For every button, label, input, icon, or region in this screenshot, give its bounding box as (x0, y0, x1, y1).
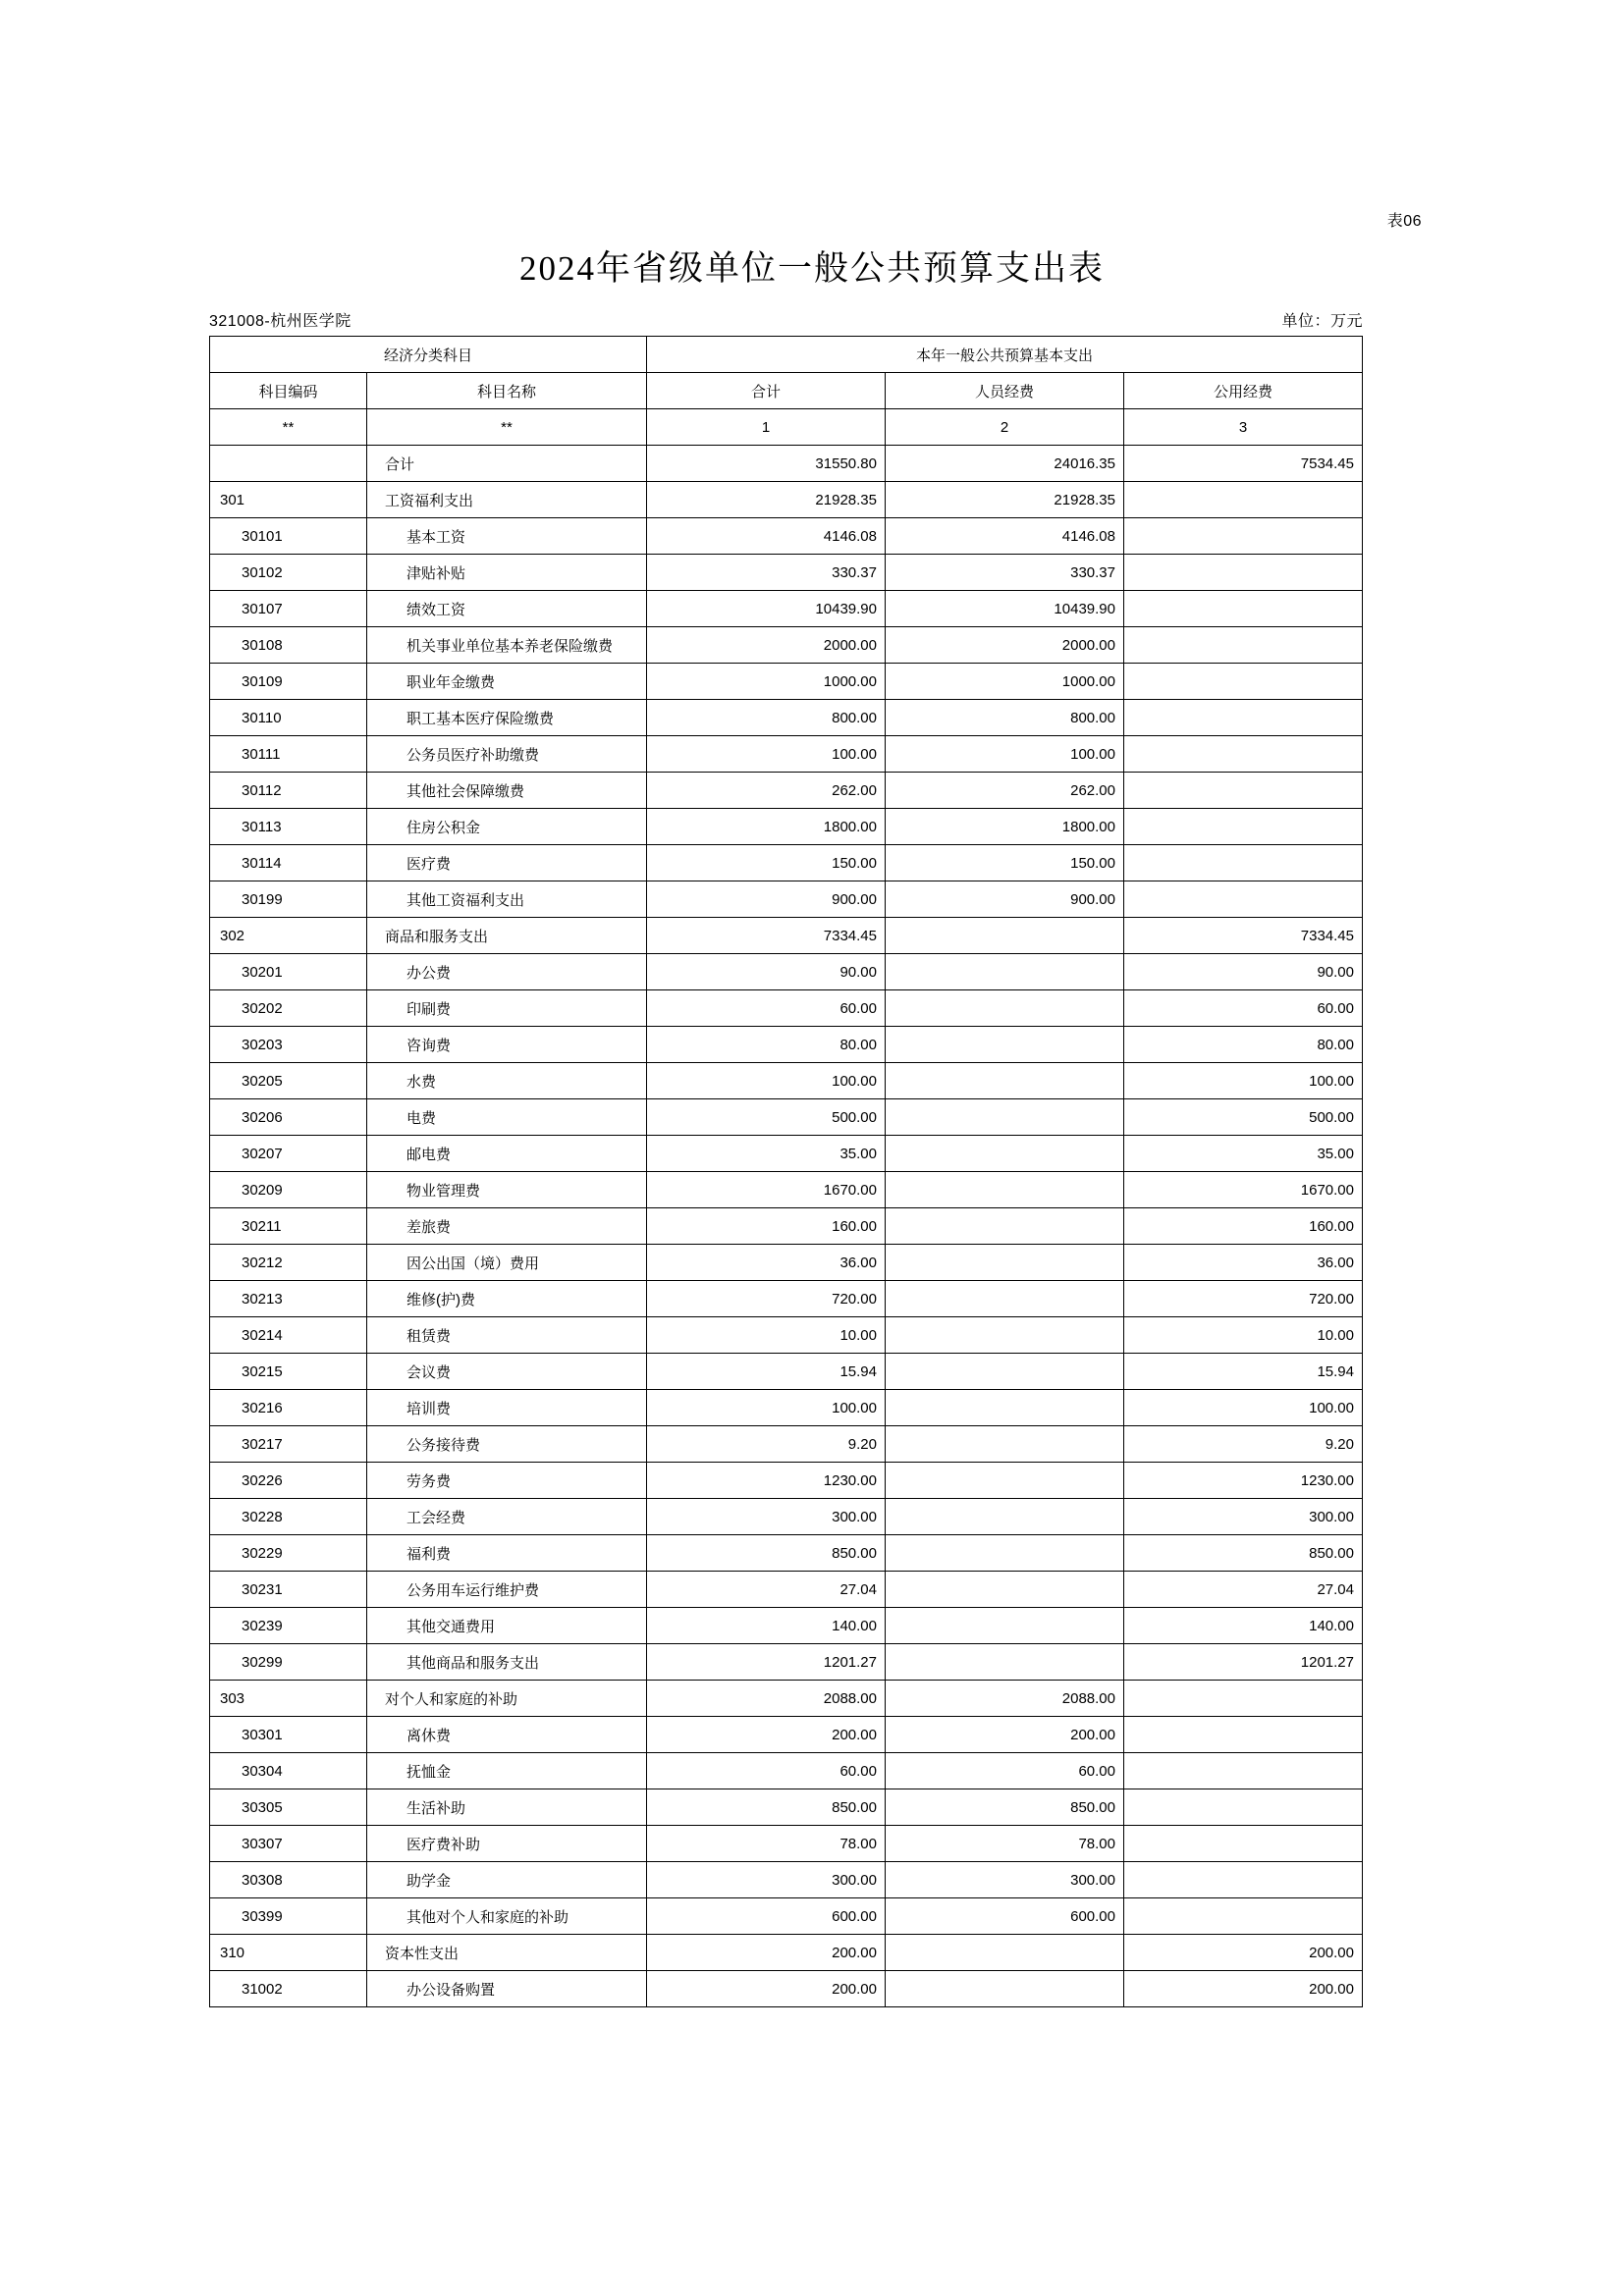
cell-total: 9.20 (647, 1426, 886, 1463)
cell-public-expense: 140.00 (1124, 1608, 1363, 1644)
cell-subject-code: 30110 (210, 700, 367, 736)
cell-public-expense (1124, 700, 1363, 736)
table-row (210, 1354, 1363, 1390)
cell-subject-code: 30229 (210, 1535, 367, 1572)
cell-public-expense (1124, 1862, 1363, 1898)
table-body (210, 446, 1363, 2007)
cell-personnel-expense: 800.00 (886, 700, 1124, 736)
cell-subject-name: 工会经费 (367, 1499, 647, 1535)
cell-public-expense: 36.00 (1124, 1245, 1363, 1281)
cell-total: 1201.27 (647, 1644, 886, 1681)
cell-personnel-expense (886, 1390, 1124, 1426)
cell-subject-code: 30206 (210, 1099, 367, 1136)
cell-public-expense: 10.00 (1124, 1317, 1363, 1354)
cell-public-expense (1124, 1826, 1363, 1862)
cell-subject-name: 其他对个人和家庭的补助 (367, 1898, 647, 1935)
table-row (210, 1208, 1363, 1245)
cell-public-expense (1124, 809, 1363, 845)
cell-subject-code: 30226 (210, 1463, 367, 1499)
cell-personnel-expense (886, 1317, 1124, 1354)
cell-subject-name: 基本工资 (367, 518, 647, 555)
cell-subject-name: 资本性支出 (367, 1935, 647, 1971)
cell-public-expense: 7534.45 (1124, 446, 1363, 482)
cell-total: 900.00 (647, 881, 886, 918)
table-row (210, 1390, 1363, 1426)
column-header-personnel: 人员经费 (886, 373, 1124, 409)
subtitle-row (209, 308, 1363, 331)
index-cell-public: 3 (1124, 409, 1363, 446)
column-header-total: 合计 (647, 373, 886, 409)
cell-subject-code: 30308 (210, 1862, 367, 1898)
cell-personnel-expense (886, 1208, 1124, 1245)
cell-subject-code: 30202 (210, 990, 367, 1027)
cell-personnel-expense (886, 1935, 1124, 1971)
cell-subject-name: 福利费 (367, 1535, 647, 1572)
table-row (210, 1281, 1363, 1317)
cell-total: 1670.00 (647, 1172, 886, 1208)
table-row (210, 918, 1363, 954)
cell-subject-code: 30114 (210, 845, 367, 881)
cell-subject-name: 住房公积金 (367, 809, 647, 845)
cell-personnel-expense: 300.00 (886, 1862, 1124, 1898)
cell-personnel-expense: 150.00 (886, 845, 1124, 881)
cell-subject-name: 合计 (367, 446, 647, 482)
cell-public-expense: 9.20 (1124, 1426, 1363, 1463)
cell-total: 850.00 (647, 1535, 886, 1572)
column-header-name: 科目名称 (367, 373, 647, 409)
cell-subject-name: 津贴补贴 (367, 555, 647, 591)
cell-public-expense: 7334.45 (1124, 918, 1363, 954)
cell-total: 330.37 (647, 555, 886, 591)
cell-subject-code: 30108 (210, 627, 367, 664)
cell-personnel-expense: 21928.35 (886, 482, 1124, 518)
table-row (210, 627, 1363, 664)
cell-public-expense (1124, 664, 1363, 700)
cell-personnel-expense: 330.37 (886, 555, 1124, 591)
table-group-header-row (210, 337, 1363, 373)
cell-personnel-expense (886, 1535, 1124, 1572)
cell-subject-code: 30305 (210, 1789, 367, 1826)
cell-public-expense (1124, 881, 1363, 918)
cell-subject-name: 工资福利支出 (367, 482, 647, 518)
cell-subject-name: 公务用车运行维护费 (367, 1572, 647, 1608)
cell-subject-code: 30214 (210, 1317, 367, 1354)
cell-total: 100.00 (647, 1390, 886, 1426)
cell-public-expense (1124, 736, 1363, 773)
cell-subject-name: 职业年金缴费 (367, 664, 647, 700)
table-row (210, 1608, 1363, 1644)
table-row (210, 1136, 1363, 1172)
cell-total: 4146.08 (647, 518, 886, 555)
index-cell-total: 1 (647, 409, 886, 446)
cell-personnel-expense (886, 1136, 1124, 1172)
table-row (210, 482, 1363, 518)
cell-subject-code: 30207 (210, 1136, 367, 1172)
cell-total: 1230.00 (647, 1463, 886, 1499)
table-row (210, 1426, 1363, 1463)
cell-total: 100.00 (647, 1063, 886, 1099)
table-row (210, 1717, 1363, 1753)
table-row (210, 1935, 1363, 1971)
cell-subject-name: 其他商品和服务支出 (367, 1644, 647, 1681)
column-header-public: 公用经费 (1124, 373, 1363, 409)
cell-public-expense: 160.00 (1124, 1208, 1363, 1245)
cell-subject-name: 办公设备购置 (367, 1971, 647, 2007)
cell-subject-name: 其他社会保障缴费 (367, 773, 647, 809)
table-header (210, 337, 1363, 446)
cell-public-expense (1124, 1789, 1363, 1826)
cell-total: 200.00 (647, 1717, 886, 1753)
cell-total: 720.00 (647, 1281, 886, 1317)
cell-personnel-expense: 1800.00 (886, 809, 1124, 845)
cell-subject-name: 其他工资福利支出 (367, 881, 647, 918)
cell-total: 60.00 (647, 990, 886, 1027)
cell-subject-code: 31002 (210, 1971, 367, 2007)
cell-subject-code: 30228 (210, 1499, 367, 1535)
table-row (210, 881, 1363, 918)
cell-personnel-expense (886, 1971, 1124, 2007)
cell-public-expense: 27.04 (1124, 1572, 1363, 1608)
cell-personnel-expense (886, 1572, 1124, 1608)
cell-subject-code: 30209 (210, 1172, 367, 1208)
cell-public-expense: 60.00 (1124, 990, 1363, 1027)
cell-subject-code: 303 (210, 1681, 367, 1717)
cell-total: 200.00 (647, 1935, 886, 1971)
cell-public-expense (1124, 627, 1363, 664)
cell-personnel-expense: 900.00 (886, 881, 1124, 918)
cell-personnel-expense: 850.00 (886, 1789, 1124, 1826)
cell-public-expense: 1230.00 (1124, 1463, 1363, 1499)
cell-personnel-expense (886, 1027, 1124, 1063)
cell-subject-code: 302 (210, 918, 367, 954)
table-row (210, 954, 1363, 990)
cell-public-expense (1124, 1681, 1363, 1717)
table-row (210, 773, 1363, 809)
table-row (210, 1063, 1363, 1099)
cell-public-expense: 200.00 (1124, 1935, 1363, 1971)
cell-subject-name: 抚恤金 (367, 1753, 647, 1789)
cell-subject-name: 邮电费 (367, 1136, 647, 1172)
cell-subject-name: 商品和服务支出 (367, 918, 647, 954)
cell-total: 600.00 (647, 1898, 886, 1935)
cell-subject-name: 机关事业单位基本养老保险缴费 (367, 627, 647, 664)
cell-subject-code: 30307 (210, 1826, 367, 1862)
cell-personnel-expense: 200.00 (886, 1717, 1124, 1753)
cell-public-expense (1124, 591, 1363, 627)
cell-subject-name: 对个人和家庭的补助 (367, 1681, 647, 1717)
cell-subject-code: 30217 (210, 1426, 367, 1463)
table-row (210, 1681, 1363, 1717)
cell-public-expense: 500.00 (1124, 1099, 1363, 1136)
cell-subject-name: 物业管理费 (367, 1172, 647, 1208)
cell-personnel-expense (886, 1608, 1124, 1644)
cell-total: 10.00 (647, 1317, 886, 1354)
cell-personnel-expense: 262.00 (886, 773, 1124, 809)
form-code-label: 表06 (1386, 213, 1422, 230)
cell-subject-code: 30299 (210, 1644, 367, 1681)
cell-public-expense: 850.00 (1124, 1535, 1363, 1572)
cell-subject-name: 咨询费 (367, 1027, 647, 1063)
cell-personnel-expense (886, 1354, 1124, 1390)
cell-public-expense: 300.00 (1124, 1499, 1363, 1535)
cell-public-expense: 1670.00 (1124, 1172, 1363, 1208)
cell-total: 90.00 (647, 954, 886, 990)
cell-total: 78.00 (647, 1826, 886, 1862)
cell-personnel-expense: 2000.00 (886, 627, 1124, 664)
table-row (210, 1572, 1363, 1608)
table-row (210, 809, 1363, 845)
index-cell-code: ** (210, 409, 367, 446)
cell-personnel-expense: 4146.08 (886, 518, 1124, 555)
unit-measure-label: 单位：万元 (1281, 313, 1363, 330)
cell-total: 200.00 (647, 1971, 886, 2007)
cell-subject-code: 30112 (210, 773, 367, 809)
table-row (210, 591, 1363, 627)
cell-public-expense: 100.00 (1124, 1063, 1363, 1099)
cell-subject-name: 印刷费 (367, 990, 647, 1027)
cell-total: 2088.00 (647, 1681, 886, 1717)
cell-public-expense (1124, 518, 1363, 555)
cell-subject-name: 劳务费 (367, 1463, 647, 1499)
cell-subject-code: 30216 (210, 1390, 367, 1426)
cell-personnel-expense (886, 1245, 1124, 1281)
cell-personnel-expense: 1000.00 (886, 664, 1124, 700)
cell-subject-name: 医疗费补助 (367, 1826, 647, 1862)
cell-subject-code: 30212 (210, 1245, 367, 1281)
table-row (210, 1099, 1363, 1136)
cell-subject-name: 租赁费 (367, 1317, 647, 1354)
table-column-header-row (210, 373, 1363, 409)
cell-personnel-expense: 100.00 (886, 736, 1124, 773)
table-row (210, 1971, 1363, 2007)
table-index-row (210, 409, 1363, 446)
cell-total: 262.00 (647, 773, 886, 809)
cell-subject-code: 30111 (210, 736, 367, 773)
table-row (210, 1789, 1363, 1826)
cell-subject-code: 30107 (210, 591, 367, 627)
cell-total: 1000.00 (647, 664, 886, 700)
table-row (210, 736, 1363, 773)
cell-personnel-expense: 2088.00 (886, 1681, 1124, 1717)
cell-subject-code: 30109 (210, 664, 367, 700)
cell-subject-name: 助学金 (367, 1862, 647, 1898)
cell-total: 15.94 (647, 1354, 886, 1390)
cell-total: 100.00 (647, 736, 886, 773)
cell-public-expense (1124, 773, 1363, 809)
table-row (210, 446, 1363, 482)
cell-public-expense: 200.00 (1124, 1971, 1363, 2007)
cell-personnel-expense (886, 918, 1124, 954)
cell-personnel-expense (886, 1172, 1124, 1208)
cell-public-expense (1124, 482, 1363, 518)
index-cell-personnel: 2 (886, 409, 1124, 446)
budget-expenditure-table (209, 336, 1363, 2007)
table-row (210, 845, 1363, 881)
cell-subject-code: 30301 (210, 1717, 367, 1753)
cell-total: 300.00 (647, 1499, 886, 1535)
cell-personnel-expense: 24016.35 (886, 446, 1124, 482)
cell-total: 21928.35 (647, 482, 886, 518)
cell-personnel-expense (886, 1463, 1124, 1499)
cell-public-expense (1124, 845, 1363, 881)
cell-public-expense: 1201.27 (1124, 1644, 1363, 1681)
cell-subject-code: 30215 (210, 1354, 367, 1390)
cell-public-expense: 100.00 (1124, 1390, 1363, 1426)
cell-personnel-expense (886, 1099, 1124, 1136)
cell-total: 31550.80 (647, 446, 886, 482)
table-row (210, 1499, 1363, 1535)
cell-public-expense: 15.94 (1124, 1354, 1363, 1390)
table-row (210, 1535, 1363, 1572)
cell-total: 35.00 (647, 1136, 886, 1172)
cell-personnel-expense: 78.00 (886, 1826, 1124, 1862)
unit-name-label: 321008-杭州医学院 (209, 313, 352, 330)
cell-subject-code: 30203 (210, 1027, 367, 1063)
table-row (210, 1898, 1363, 1935)
cell-subject-code: 30211 (210, 1208, 367, 1245)
cell-subject-name: 水费 (367, 1063, 647, 1099)
table-row (210, 1753, 1363, 1789)
cell-public-expense (1124, 1753, 1363, 1789)
table-row (210, 664, 1363, 700)
cell-personnel-expense (886, 1644, 1124, 1681)
cell-subject-code: 30102 (210, 555, 367, 591)
cell-public-expense (1124, 1898, 1363, 1935)
cell-total: 140.00 (647, 1608, 886, 1644)
cell-subject-name: 电费 (367, 1099, 647, 1136)
cell-total: 80.00 (647, 1027, 886, 1063)
cell-personnel-expense (886, 1281, 1124, 1317)
cell-public-expense (1124, 1717, 1363, 1753)
cell-subject-code: 30205 (210, 1063, 367, 1099)
table-row (210, 990, 1363, 1027)
column-header-code: 科目编码 (210, 373, 367, 409)
cell-subject-name: 生活补助 (367, 1789, 647, 1826)
cell-subject-code: 30304 (210, 1753, 367, 1789)
table-row (210, 1463, 1363, 1499)
cell-subject-name: 会议费 (367, 1354, 647, 1390)
cell-total: 27.04 (647, 1572, 886, 1608)
cell-total: 850.00 (647, 1789, 886, 1826)
cell-total: 36.00 (647, 1245, 886, 1281)
table-row (210, 1826, 1363, 1862)
cell-subject-code: 30101 (210, 518, 367, 555)
cell-personnel-expense (886, 1063, 1124, 1099)
index-cell-name: ** (367, 409, 647, 446)
cell-subject-name: 因公出国（境）费用 (367, 1245, 647, 1281)
cell-personnel-expense: 60.00 (886, 1753, 1124, 1789)
cell-subject-name: 办公费 (367, 954, 647, 990)
cell-subject-code (210, 446, 367, 482)
cell-personnel-expense: 600.00 (886, 1898, 1124, 1935)
cell-public-expense (1124, 555, 1363, 591)
cell-subject-name: 培训费 (367, 1390, 647, 1426)
cell-subject-name: 维修(护)费 (367, 1281, 647, 1317)
cell-total: 500.00 (647, 1099, 886, 1136)
cell-subject-name: 离休费 (367, 1717, 647, 1753)
table-row (210, 1862, 1363, 1898)
cell-subject-code: 30201 (210, 954, 367, 990)
cell-public-expense: 35.00 (1124, 1136, 1363, 1172)
cell-personnel-expense (886, 1499, 1124, 1535)
page-title: 2024年省级单位一般公共预算支出表 (518, 249, 1105, 288)
table-row (210, 1027, 1363, 1063)
cell-subject-code: 30239 (210, 1608, 367, 1644)
cell-total: 160.00 (647, 1208, 886, 1245)
table-row (210, 1317, 1363, 1354)
table-row (210, 555, 1363, 591)
table-row (210, 700, 1363, 736)
cell-total: 2000.00 (647, 627, 886, 664)
cell-subject-code: 30399 (210, 1898, 367, 1935)
cell-subject-name: 其他交通费用 (367, 1608, 647, 1644)
table-row (210, 518, 1363, 555)
cell-subject-code: 310 (210, 1935, 367, 1971)
cell-total: 7334.45 (647, 918, 886, 954)
cell-subject-code: 30231 (210, 1572, 367, 1608)
table-row (210, 1245, 1363, 1281)
cell-total: 300.00 (647, 1862, 886, 1898)
cell-public-expense: 90.00 (1124, 954, 1363, 990)
cell-total: 150.00 (647, 845, 886, 881)
group-header-economic-classification: 经济分类科目 (210, 337, 647, 373)
cell-subject-name: 医疗费 (367, 845, 647, 881)
cell-personnel-expense: 10439.90 (886, 591, 1124, 627)
cell-subject-name: 职工基本医疗保险缴费 (367, 700, 647, 736)
cell-subject-name: 公务接待费 (367, 1426, 647, 1463)
cell-subject-code: 30199 (210, 881, 367, 918)
cell-subject-code: 30213 (210, 1281, 367, 1317)
cell-total: 800.00 (647, 700, 886, 736)
cell-total: 10439.90 (647, 591, 886, 627)
cell-personnel-expense (886, 990, 1124, 1027)
cell-subject-name: 差旅费 (367, 1208, 647, 1245)
cell-total: 1800.00 (647, 809, 886, 845)
cell-subject-name: 公务员医疗补助缴费 (367, 736, 647, 773)
cell-personnel-expense (886, 954, 1124, 990)
cell-public-expense: 720.00 (1124, 1281, 1363, 1317)
table-row (210, 1172, 1363, 1208)
group-header-basic-expenditure: 本年一般公共预算基本支出 (647, 337, 1363, 373)
cell-personnel-expense (886, 1426, 1124, 1463)
cell-subject-code: 301 (210, 482, 367, 518)
cell-total: 60.00 (647, 1753, 886, 1789)
table-row (210, 1644, 1363, 1681)
cell-subject-code: 30113 (210, 809, 367, 845)
cell-public-expense: 80.00 (1124, 1027, 1363, 1063)
cell-subject-name: 绩效工资 (367, 591, 647, 627)
